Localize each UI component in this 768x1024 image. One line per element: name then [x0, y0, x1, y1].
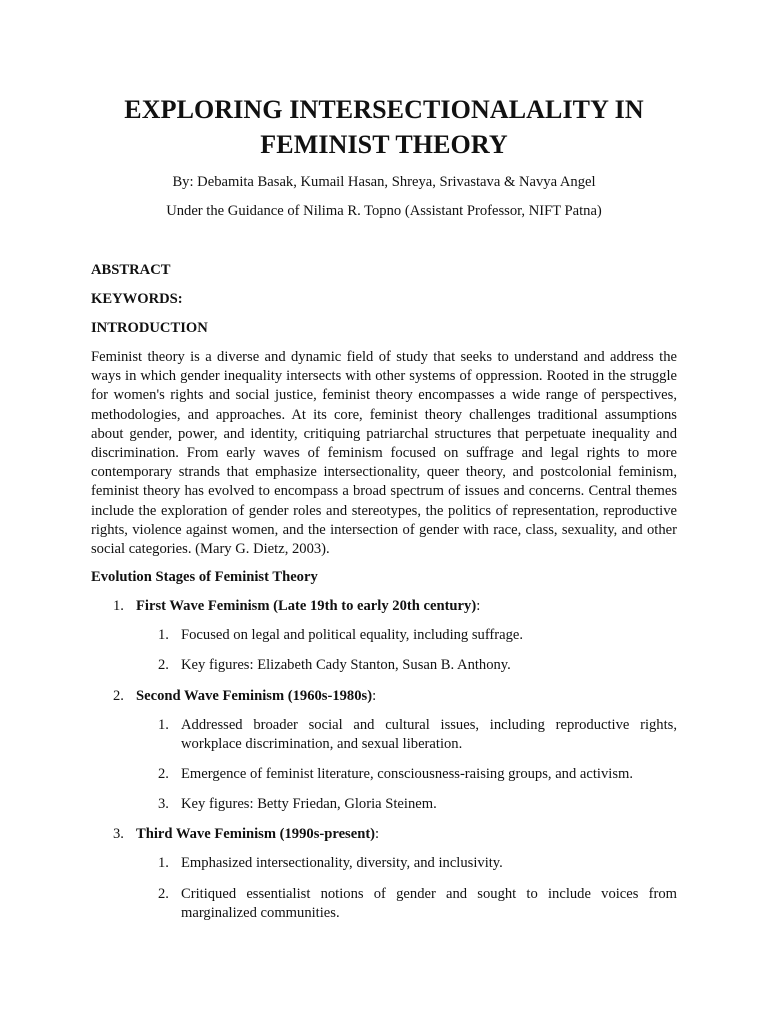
wave-title-colon: :	[372, 687, 377, 704]
point-number: 2.	[158, 766, 169, 783]
wave-item	[91, 825, 677, 923]
wave-title: Second Wave Feminism (1960s-1980s)	[136, 687, 373, 704]
keywords-heading: KEYWORDS:	[91, 291, 183, 307]
wave-heading	[91, 687, 677, 705]
wave-points-list	[91, 626, 677, 675]
guidance-line: Under the Guidance of Nilima R. Topno (Assistant Professor, NIFT Patna)	[166, 203, 602, 219]
point-text: Emergence of feminist literature, consciousness-raising groups, and activism.	[181, 766, 634, 783]
wave-point	[91, 795, 677, 814]
wave-point	[91, 716, 677, 754]
point-number: 1.	[158, 627, 169, 644]
document-title: EXPLORING INTERSECTIONALALITY IN FEMINIST THEORY	[124, 95, 644, 159]
introduction-heading: INTRODUCTION	[91, 320, 208, 336]
point-number: 3.	[158, 796, 169, 813]
wave-title: Third Wave Feminism (1990s-present)	[136, 826, 376, 843]
document-page	[91, 92, 677, 923]
point-number: 1.	[158, 716, 169, 733]
author-byline: By: Debamita Basak, Kumail Hasan, Shreya, Srivastava & Navya Angel	[172, 174, 596, 190]
wave-item	[91, 687, 677, 815]
wave-number: 2.	[113, 687, 124, 704]
wave-points-list	[91, 854, 677, 923]
waves-list	[91, 597, 677, 923]
point-number: 1.	[158, 855, 169, 872]
wave-number: 1.	[113, 598, 124, 615]
wave-number: 3.	[113, 826, 124, 843]
wave-point	[91, 885, 677, 923]
wave-heading	[91, 825, 677, 843]
wave-point	[91, 854, 677, 873]
wave-point	[91, 765, 677, 784]
wave-points-list	[91, 716, 677, 815]
point-text: Focused on legal and political equality, including suffrage.	[181, 627, 524, 644]
point-text: Critiqued essentialist notions of gender and sought to include voices from marginalized communities.	[181, 885, 677, 921]
abstract-heading: ABSTRACT	[91, 262, 171, 278]
point-text: Key figures: Betty Friedan, Gloria Steinem.	[181, 796, 437, 813]
wave-heading	[91, 597, 677, 615]
wave-item	[91, 597, 677, 675]
point-text: Addressed broader social and cultural issues, including reproductive rights, workplace discrimination, and sexual liberation.	[181, 716, 677, 752]
wave-point	[91, 626, 677, 645]
introduction-paragraph: Feminist theory is a diverse and dynamic field of study that seeks to understand and address the ways in which gender inequality intersects with other systems of oppression. Rooted in the struggle for women's rights and social justice, feminist theory encompasses a wide range of perspectives, methodologies, and approaches. At its core, feminist theory challenges traditional assumptions about gender, power, and identity, critiquing patriarchal structures that perpetuate inequality and discrimination. From early waves of feminism focused on suffrage and legal rights to more contemporary strands that emphasize intersectionality, queer theory, and postcolonial feminism, feminist theory has evolved to encompass a broad spectrum of issues and concerns. Central themes include the exploration of gender roles and stereotypes, the politics of representation, reproductive rights, violence against women, and the intersection of gender with race, class, sexuality, and other social categories. (Mary G. Dietz, 2003).	[91, 349, 677, 558]
wave-title-colon: :	[476, 598, 481, 615]
evolution-heading: Evolution Stages of Feminist Theory	[91, 569, 318, 586]
point-number: 2.	[158, 885, 169, 902]
point-text: Emphasized intersectionality, diversity, and inclusivity.	[181, 855, 503, 872]
wave-title-colon: :	[375, 826, 380, 843]
wave-title: First Wave Feminism (Late 19th to early 20th century)	[136, 598, 477, 615]
point-text: Key figures: Elizabeth Cady Stanton, Susan B. Anthony.	[181, 657, 511, 674]
wave-point	[91, 656, 677, 675]
point-number: 2.	[158, 657, 169, 674]
